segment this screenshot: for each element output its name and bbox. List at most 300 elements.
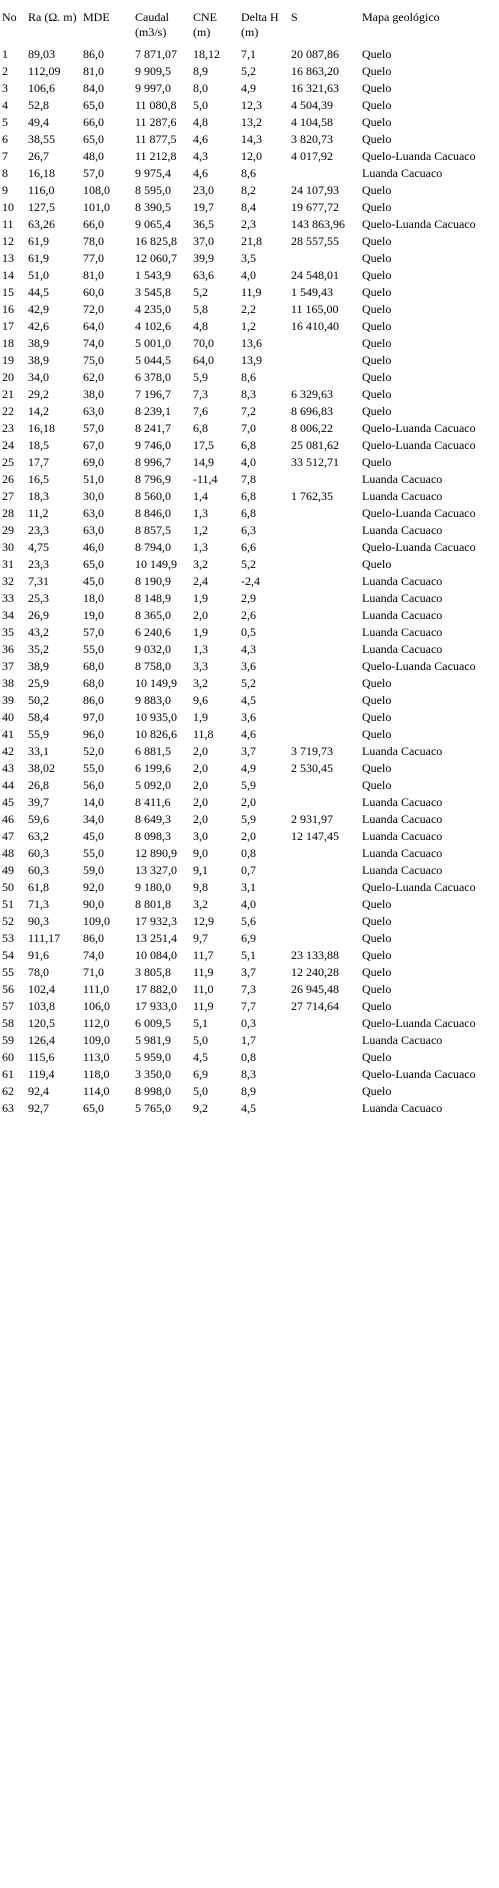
cell-mde: 62,0 xyxy=(83,370,104,384)
cell-delta-h: 4,0 xyxy=(241,455,256,469)
cell-mde: 114,0 xyxy=(83,1084,110,1098)
table-row xyxy=(0,216,499,233)
table-row xyxy=(0,641,499,658)
cell-no: 56 xyxy=(2,982,14,996)
cell-no: 8 xyxy=(2,166,8,180)
cell-ra: 29,2 xyxy=(28,387,49,401)
cell-no: 50 xyxy=(2,880,14,894)
table-row xyxy=(0,199,499,216)
cell-cne: 5,1 xyxy=(193,1016,208,1030)
cell-cne: 18,12 xyxy=(193,47,220,61)
cell-delta-h: 13,2 xyxy=(241,115,262,129)
cell-ra: 23,3 xyxy=(28,557,49,571)
cell-mapa-geologico: Quelo xyxy=(362,251,392,265)
cell-mde: 52,0 xyxy=(83,744,104,758)
table-row xyxy=(0,1015,499,1032)
cell-ra: 25,3 xyxy=(28,591,49,605)
cell-s: 1 762,35 xyxy=(291,489,333,503)
cell-caudal: 7 196,7 xyxy=(135,387,171,401)
cell-no: 37 xyxy=(2,659,14,673)
table-row xyxy=(0,522,499,539)
cell-mapa-geologico: Quelo xyxy=(362,557,392,571)
cell-delta-h: 6,8 xyxy=(241,438,256,452)
cell-mapa-geologico: Quelo xyxy=(362,710,392,724)
cell-delta-h: 3,7 xyxy=(241,744,256,758)
cell-mapa-geologico: Quelo xyxy=(362,914,392,928)
cell-mapa-geologico: Quelo xyxy=(362,81,392,95)
cell-caudal: 6 378,0 xyxy=(135,370,171,384)
cell-mde: 63,0 xyxy=(83,506,104,520)
cell-cne: 23,0 xyxy=(193,183,214,197)
cell-ra: 120,5 xyxy=(28,1016,55,1030)
cell-no: 34 xyxy=(2,608,14,622)
cell-mapa-geologico: Quelo xyxy=(362,897,392,911)
cell-no: 52 xyxy=(2,914,14,928)
cell-delta-h: 0,8 xyxy=(241,1050,256,1064)
cell-no: 30 xyxy=(2,540,14,554)
cell-caudal: 8 241,7 xyxy=(135,421,171,435)
cell-no: 58 xyxy=(2,1016,14,1030)
cell-cne: 3,3 xyxy=(193,659,208,673)
cell-ra: 50,2 xyxy=(28,693,49,707)
cell-delta-h: 5,2 xyxy=(241,676,256,690)
cell-cne: 19,7 xyxy=(193,200,214,214)
cell-no: 41 xyxy=(2,727,14,741)
cell-mapa-geologico: Quelo-Luanda Cacuaco xyxy=(362,149,476,163)
cell-ra: 103,8 xyxy=(28,999,55,1013)
table-row xyxy=(0,743,499,760)
cell-s xyxy=(289,1083,360,1100)
cell-ra: 59,6 xyxy=(28,812,49,826)
cell-caudal: 3 350,0 xyxy=(135,1067,171,1081)
table-row xyxy=(0,454,499,471)
cell-no: 13 xyxy=(2,251,14,265)
cell-s: 4 017,92 xyxy=(291,149,333,163)
cell-no: 5 xyxy=(2,115,8,129)
cell-cne: 8,0 xyxy=(193,81,208,95)
cell-cne: 64,0 xyxy=(193,353,214,367)
cell-delta-h: 8,3 xyxy=(241,1067,256,1081)
cell-s: 23 133,88 xyxy=(291,948,339,962)
cell-s: 6 329,63 xyxy=(291,387,333,401)
cell-caudal: 8 239,1 xyxy=(135,404,171,418)
cell-mde: 109,0 xyxy=(83,914,110,928)
cell-mde: 68,0 xyxy=(83,659,104,673)
cell-caudal: 9 909,5 xyxy=(135,64,171,78)
table-row xyxy=(0,46,499,63)
cell-caudal: 9 746,0 xyxy=(135,438,171,452)
cell-ra: 38,9 xyxy=(28,353,49,367)
cell-mapa-geologico: Quelo xyxy=(362,982,392,996)
cell-ra: 42,9 xyxy=(28,302,49,316)
cell-cne: 36,5 xyxy=(193,217,214,231)
cell-s: 2 931,97 xyxy=(291,812,333,826)
cell-ra: 63,26 xyxy=(28,217,55,231)
table-row xyxy=(0,148,499,165)
cell-mapa-geologico: Quelo xyxy=(362,132,392,146)
cell-mapa-geologico: Luanda Cacuaco xyxy=(362,489,443,503)
cell-cne: 5,2 xyxy=(193,285,208,299)
cell-mapa-geologico: Quelo xyxy=(362,1050,392,1064)
cell-mde: 46,0 xyxy=(83,540,104,554)
cell-delta-h: 0,8 xyxy=(241,846,256,860)
cell-mde: 63,0 xyxy=(83,523,104,537)
cell-mapa-geologico: Luanda Cacuaco xyxy=(362,625,443,639)
cell-cne: 1,9 xyxy=(193,591,208,605)
cell-caudal: 5 981,9 xyxy=(135,1033,171,1047)
cell-mde: 45,0 xyxy=(83,829,104,843)
cell-s: 33 512,71 xyxy=(291,455,339,469)
cell-delta-h: 2,0 xyxy=(241,829,256,843)
table-row xyxy=(0,692,499,709)
cell-ra: 115,6 xyxy=(28,1050,55,1064)
cell-delta-h: 6,3 xyxy=(241,523,256,537)
cell-s: 24 548,01 xyxy=(291,268,339,282)
cell-caudal: 10 149,9 xyxy=(135,676,177,690)
cell-delta-h: 21,8 xyxy=(241,234,262,248)
cell-no: 6 xyxy=(2,132,8,146)
cell-caudal: 13 251,4 xyxy=(135,931,177,945)
cell-delta-h: 3,6 xyxy=(241,710,256,724)
cell-delta-h: 6,8 xyxy=(241,506,256,520)
cell-mde: 84,0 xyxy=(83,81,104,95)
cell-s xyxy=(289,590,360,607)
cell-mapa-geologico: Luanda Cacuaco xyxy=(362,744,443,758)
cell-mde: 69,0 xyxy=(83,455,104,469)
cell-s xyxy=(289,658,360,675)
cell-mapa-geologico: Quelo xyxy=(362,285,392,299)
cell-no: 17 xyxy=(2,319,14,333)
cell-caudal: 6 009,5 xyxy=(135,1016,171,1030)
table-row xyxy=(0,335,499,352)
cell-mde: 81,0 xyxy=(83,268,104,282)
cell-ra: 11,2 xyxy=(28,506,49,520)
table-row xyxy=(0,233,499,250)
cell-mde: 18,0 xyxy=(83,591,104,605)
table-row xyxy=(0,709,499,726)
cell-delta-h: 0,3 xyxy=(241,1016,256,1030)
cell-caudal: 10 826,6 xyxy=(135,727,177,741)
cell-delta-h: 2,3 xyxy=(241,217,256,231)
cell-s xyxy=(289,471,360,488)
cell-mde: 97,0 xyxy=(83,710,104,724)
cell-mapa-geologico: Quelo xyxy=(362,268,392,282)
cell-mapa-geologico: Quelo xyxy=(362,336,392,350)
cell-cne: 14,9 xyxy=(193,455,214,469)
cell-s: 3 820,73 xyxy=(291,132,333,146)
cell-mde: 48,0 xyxy=(83,149,104,163)
cell-no: 62 xyxy=(2,1084,14,1098)
header-mde: MDE xyxy=(83,10,110,24)
table-row xyxy=(0,913,499,930)
table-row xyxy=(0,811,499,828)
cell-caudal: 9 975,4 xyxy=(135,166,171,180)
cell-cne: 4,6 xyxy=(193,132,208,146)
cell-ra: 102,4 xyxy=(28,982,55,996)
cell-ra: 78,0 xyxy=(28,965,49,979)
cell-caudal: 8 560,0 xyxy=(135,489,171,503)
table-row xyxy=(0,1032,499,1049)
cell-ra: 61,9 xyxy=(28,251,49,265)
cell-mde: 75,0 xyxy=(83,353,104,367)
cell-caudal: 17 932,3 xyxy=(135,914,177,928)
cell-mapa-geologico: Quelo-Luanda Cacuaco xyxy=(362,880,476,894)
cell-delta-h: 5,2 xyxy=(241,557,256,571)
cell-mapa-geologico: Quelo-Luanda Cacuaco xyxy=(362,438,476,452)
table-row xyxy=(0,981,499,998)
cell-caudal: 8 148,9 xyxy=(135,591,171,605)
cell-ra: 26,7 xyxy=(28,149,49,163)
cell-s xyxy=(289,1066,360,1083)
cell-mde: 86,0 xyxy=(83,47,104,61)
cell-mapa-geologico: Quelo xyxy=(362,676,392,690)
cell-s: 25 081,62 xyxy=(291,438,339,452)
cell-delta-h: 4,9 xyxy=(241,81,256,95)
cell-caudal: 13 327,0 xyxy=(135,863,177,877)
cell-s xyxy=(289,1049,360,1066)
cell-delta-h: 2,9 xyxy=(241,591,256,605)
cell-cne: 9,7 xyxy=(193,931,208,945)
cell-ra: 71,3 xyxy=(28,897,49,911)
table-row xyxy=(0,1100,499,1117)
cell-ra: 18,3 xyxy=(28,489,49,503)
cell-mapa-geologico: Luanda Cacuaco xyxy=(362,795,443,809)
cell-no: 25 xyxy=(2,455,14,469)
cell-caudal: 10 935,0 xyxy=(135,710,177,724)
header-delta-h: Delta H (m) xyxy=(241,10,279,39)
cell-caudal: 5 044,5 xyxy=(135,353,171,367)
cell-delta-h: 8,6 xyxy=(241,370,256,384)
cell-mde: 66,0 xyxy=(83,217,104,231)
cell-mapa-geologico: Quelo xyxy=(362,234,392,248)
cell-cne: 39,9 xyxy=(193,251,214,265)
cell-no: 18 xyxy=(2,336,14,350)
cell-delta-h: 12,3 xyxy=(241,98,262,112)
cell-caudal: 8 801,8 xyxy=(135,897,171,911)
cell-cne: 63,6 xyxy=(193,268,214,282)
cell-mapa-geologico: Quelo xyxy=(362,931,392,945)
cell-mapa-geologico: Quelo xyxy=(362,115,392,129)
cell-s: 3 719,73 xyxy=(291,744,333,758)
cell-caudal: 11 287,6 xyxy=(135,115,177,129)
cell-s: 20 087,86 xyxy=(291,47,339,61)
cell-ra: 92,4 xyxy=(28,1084,49,1098)
cell-mapa-geologico: Quelo-Luanda Cacuaco xyxy=(362,217,476,231)
cell-caudal: 8 996,7 xyxy=(135,455,171,469)
cell-cne: 3,2 xyxy=(193,557,208,571)
table-row xyxy=(0,556,499,573)
cell-cne: 7,3 xyxy=(193,387,208,401)
cell-s xyxy=(289,505,360,522)
cell-mapa-geologico: Quelo-Luanda Cacuaco xyxy=(362,540,476,554)
cell-no: 53 xyxy=(2,931,14,945)
cell-cne: 70,0 xyxy=(193,336,214,350)
cell-delta-h: 5,9 xyxy=(241,778,256,792)
cell-mapa-geologico: Luanda Cacuaco xyxy=(362,812,443,826)
cell-caudal: 8 649,3 xyxy=(135,812,171,826)
cell-caudal: 11 877,5 xyxy=(135,132,177,146)
cell-no: 31 xyxy=(2,557,14,571)
cell-no: 14 xyxy=(2,268,14,282)
cell-mde: 112,0 xyxy=(83,1016,110,1030)
cell-caudal: 8 998,0 xyxy=(135,1084,171,1098)
table-row xyxy=(0,182,499,199)
cell-mapa-geologico: Quelo xyxy=(362,693,392,707)
cell-ra: 90,3 xyxy=(28,914,49,928)
cell-mde: 45,0 xyxy=(83,574,104,588)
cell-mapa-geologico: Luanda Cacuaco xyxy=(362,1101,443,1115)
cell-mde: 78,0 xyxy=(83,234,104,248)
cell-ra: 58,4 xyxy=(28,710,49,724)
cell-cne: 1,9 xyxy=(193,625,208,639)
cell-no: 36 xyxy=(2,642,14,656)
cell-ra: 23,3 xyxy=(28,523,49,537)
cell-no: 22 xyxy=(2,404,14,418)
cell-s xyxy=(289,624,360,641)
cell-no: 45 xyxy=(2,795,14,809)
table-row xyxy=(0,760,499,777)
cell-mde: 106,0 xyxy=(83,999,110,1013)
cell-mde: 56,0 xyxy=(83,778,104,792)
cell-ra: 119,4 xyxy=(28,1067,55,1081)
table-row xyxy=(0,250,499,267)
cell-mapa-geologico: Quelo xyxy=(362,319,392,333)
cell-mapa-geologico: Luanda Cacuaco xyxy=(362,574,443,588)
cell-caudal: 8 411,6 xyxy=(135,795,171,809)
cell-mapa-geologico: Quelo xyxy=(362,302,392,316)
cell-delta-h: 4,6 xyxy=(241,727,256,741)
cell-no: 21 xyxy=(2,387,14,401)
cell-no: 63 xyxy=(2,1101,14,1115)
cell-delta-h: 14,3 xyxy=(241,132,262,146)
cell-mde: 65,0 xyxy=(83,132,104,146)
cell-mde: 86,0 xyxy=(83,931,104,945)
cell-no: 61 xyxy=(2,1067,14,1081)
cell-cne: 5,0 xyxy=(193,1084,208,1098)
cell-mapa-geologico: Quelo xyxy=(362,64,392,78)
cell-delta-h: 6,6 xyxy=(241,540,256,554)
cell-ra: 7,31 xyxy=(28,574,49,588)
cell-caudal: 8 758,0 xyxy=(135,659,171,673)
cell-ra: 52,8 xyxy=(28,98,49,112)
cell-no: 3 xyxy=(2,81,8,95)
cell-s: 4 104,58 xyxy=(291,115,333,129)
cell-ra: 92,7 xyxy=(28,1101,49,1115)
cell-mapa-geologico: Luanda Cacuaco xyxy=(362,829,443,843)
cell-s: 16 410,40 xyxy=(291,319,339,333)
cell-cne: 2,0 xyxy=(193,795,208,809)
cell-caudal: 8 794,0 xyxy=(135,540,171,554)
cell-no: 32 xyxy=(2,574,14,588)
table-row xyxy=(0,964,499,981)
cell-caudal: 8 190,9 xyxy=(135,574,171,588)
table-row xyxy=(0,1049,499,1066)
cell-caudal: 5 765,0 xyxy=(135,1101,171,1115)
cell-ra: 16,5 xyxy=(28,472,49,486)
cell-no: 23 xyxy=(2,421,14,435)
cell-caudal: 6 199,6 xyxy=(135,761,171,775)
cell-s xyxy=(289,607,360,624)
cell-ra: 39,7 xyxy=(28,795,49,809)
table-row xyxy=(0,607,499,624)
cell-mde: 57,0 xyxy=(83,625,104,639)
table-row xyxy=(0,437,499,454)
cell-ra: 61,9 xyxy=(28,234,49,248)
cell-mde: 34,0 xyxy=(83,812,104,826)
table-row xyxy=(0,352,499,369)
cell-caudal: 8 857,5 xyxy=(135,523,171,537)
cell-s: 8 006,22 xyxy=(291,421,333,435)
cell-caudal: 8 846,0 xyxy=(135,506,171,520)
cell-no: 7 xyxy=(2,149,8,163)
cell-cne: 17,5 xyxy=(193,438,214,452)
cell-mde: 113,0 xyxy=(83,1050,110,1064)
cell-caudal: 1 543,9 xyxy=(135,268,171,282)
cell-caudal: 9 032,0 xyxy=(135,642,171,656)
cell-delta-h: 4,3 xyxy=(241,642,256,656)
cell-delta-h: 4,5 xyxy=(241,693,256,707)
table-row xyxy=(0,862,499,879)
cell-mde: 77,0 xyxy=(83,251,104,265)
cell-s: 24 107,93 xyxy=(291,183,339,197)
cell-mde: 86,0 xyxy=(83,693,104,707)
header-s: S xyxy=(291,10,298,24)
cell-ra: 43,2 xyxy=(28,625,49,639)
table-row xyxy=(0,1066,499,1083)
cell-mapa-geologico: Quelo xyxy=(362,98,392,112)
cell-mde: 108,0 xyxy=(83,183,110,197)
cell-delta-h: 7,0 xyxy=(241,421,256,435)
cell-cne: 11,9 xyxy=(193,965,214,979)
cell-s xyxy=(289,556,360,573)
cell-cne: 9,6 xyxy=(193,693,208,707)
cell-cne: 4,8 xyxy=(193,319,208,333)
cell-cne: 1,3 xyxy=(193,540,208,554)
cell-no: 9 xyxy=(2,183,8,197)
cell-delta-h: 5,9 xyxy=(241,812,256,826)
cell-cne: 3,2 xyxy=(193,676,208,690)
cell-caudal: 10 149,9 xyxy=(135,557,177,571)
cell-ra: 111,17 xyxy=(28,931,61,945)
cell-caudal: 3 805,8 xyxy=(135,965,171,979)
cell-mde: 65,0 xyxy=(83,557,104,571)
cell-s: 26 945,48 xyxy=(291,982,339,996)
cell-delta-h: 4,5 xyxy=(241,1101,256,1115)
cell-s xyxy=(289,250,360,267)
table-row xyxy=(0,131,499,148)
cell-ra: 49,4 xyxy=(28,115,49,129)
cell-caudal: 9 065,4 xyxy=(135,217,171,231)
cell-caudal: 9 997,0 xyxy=(135,81,171,95)
table-row xyxy=(0,165,499,182)
cell-mapa-geologico: Quelo xyxy=(362,404,392,418)
table-row xyxy=(0,675,499,692)
cell-no: 16 xyxy=(2,302,14,316)
table-row xyxy=(0,267,499,284)
cell-no: 46 xyxy=(2,812,14,826)
cell-ra: 89,03 xyxy=(28,47,55,61)
cell-ra: 25,9 xyxy=(28,676,49,690)
cell-ra: 34,0 xyxy=(28,370,49,384)
cell-s xyxy=(289,777,360,794)
cell-s xyxy=(289,675,360,692)
cell-ra: 14,2 xyxy=(28,404,49,418)
cell-caudal: 8 365,0 xyxy=(135,608,171,622)
cell-mde: 57,0 xyxy=(83,166,104,180)
cell-delta-h: 13,9 xyxy=(241,353,262,367)
cell-no: 47 xyxy=(2,829,14,843)
table-row xyxy=(0,573,499,590)
